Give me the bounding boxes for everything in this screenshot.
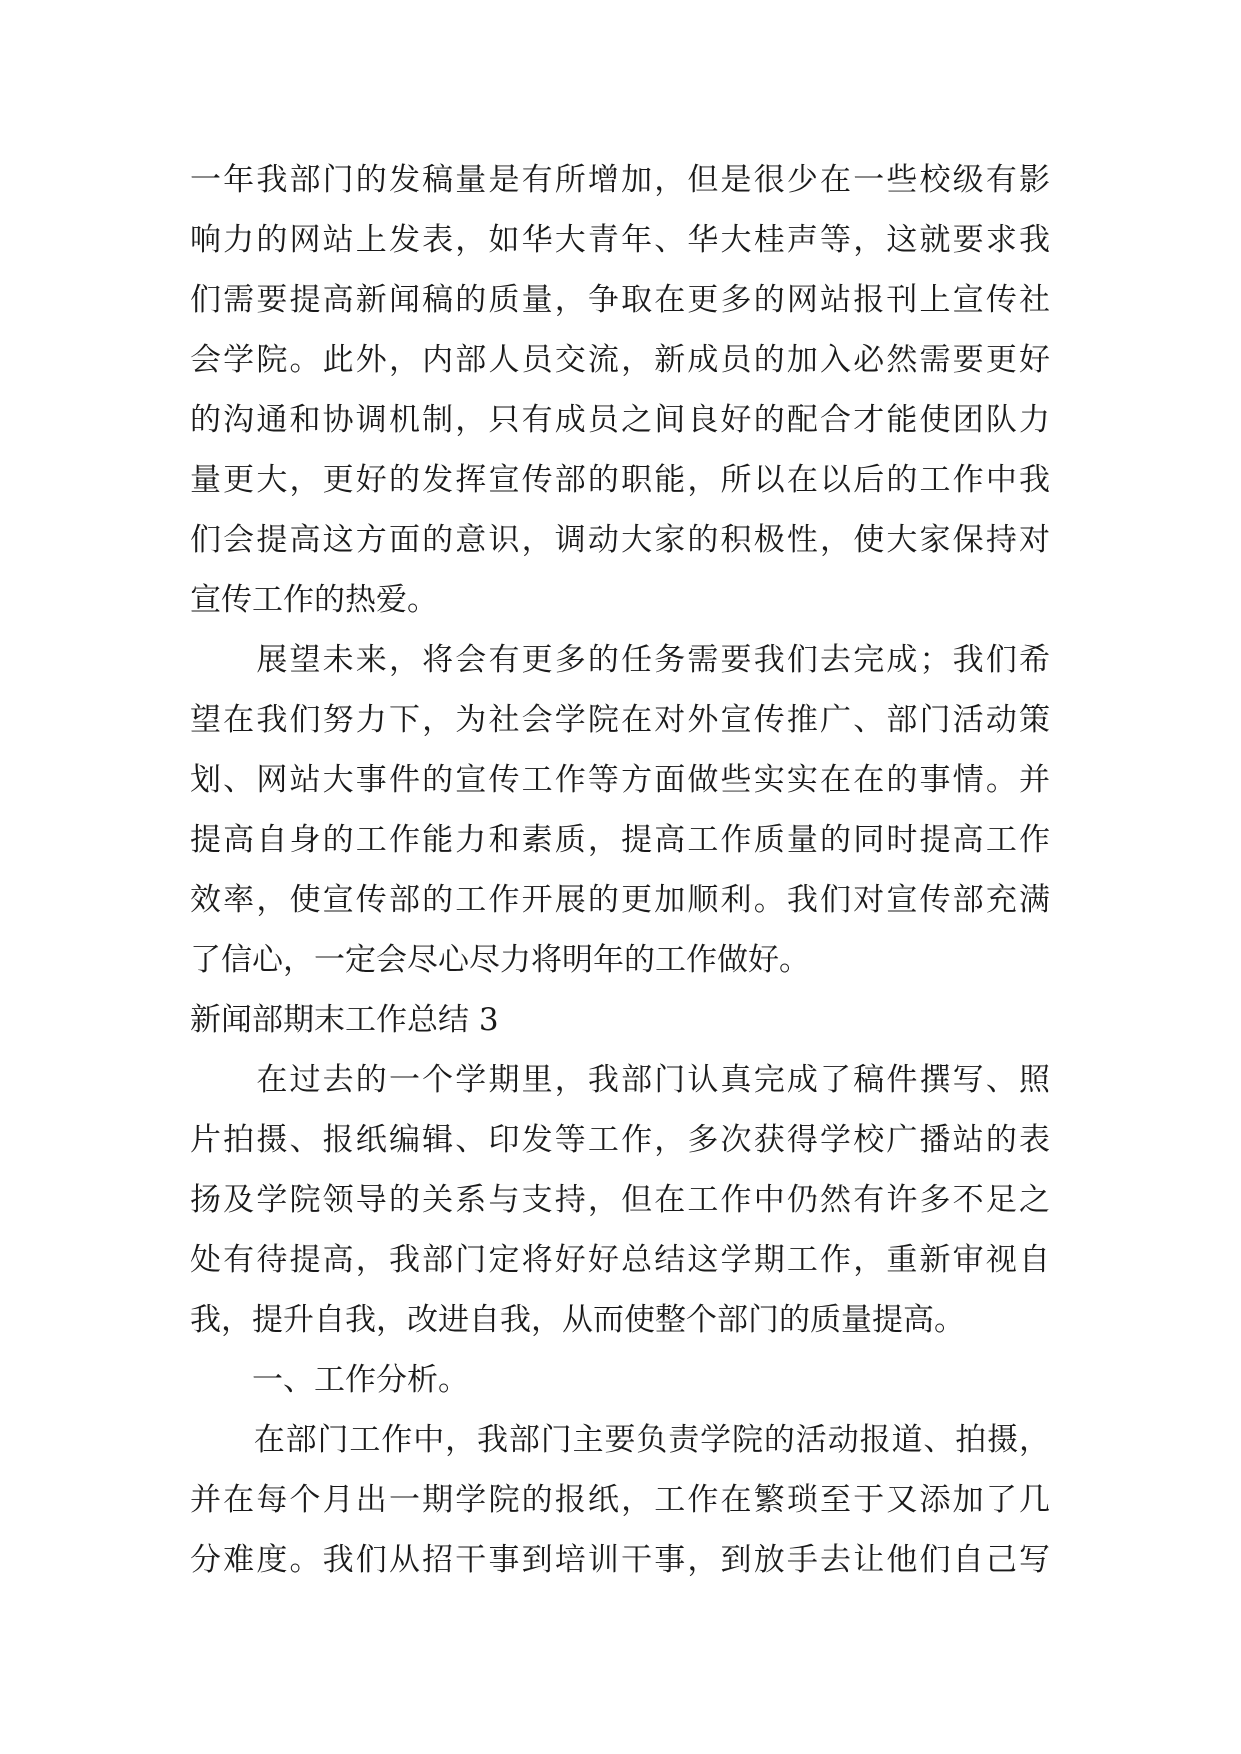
document-body <box>190 150 1050 1590</box>
heading-line: 新闻部期末工作总结 3 <box>190 1002 499 1038</box>
text-line: 在过去的一个学期里，我部门认真完成了稿件撰写、照 <box>190 1062 1050 1098</box>
text-line: 宣传工作的热爱。 <box>190 582 438 618</box>
paragraph-5 <box>190 1410 1050 1590</box>
paragraph-4 <box>190 1350 1050 1410</box>
text-line: 处有待提高，我部门定将好好总结这学期工作，重新审视自 <box>190 1242 1050 1278</box>
text-line: 们会提高这方面的意识，调动大家的积极性，使大家保持对 <box>190 522 1050 558</box>
text-line: 量更大，更好的发挥宣传部的职能，所以在以后的工作中我 <box>190 462 1050 498</box>
paragraph-1 <box>190 150 1050 630</box>
text-line: 了信心，一定会尽心尽力将明年的工作做好。 <box>190 942 810 978</box>
text-line: 在部门工作中，我部门主要负责学院的活动报道、拍摄， <box>190 1422 1050 1458</box>
text-line: 片拍摄、报纸编辑、印发等工作，多次获得学校广播站的表 <box>190 1122 1050 1158</box>
text-line: 扬及学院领导的关系与支持，但在工作中仍然有许多不足之 <box>190 1182 1050 1218</box>
text-line: 会学院。此外，内部人员交流，新成员的加入必然需要更好 <box>190 342 1050 378</box>
text-line: 效率，使宣传部的工作开展的更加顺利。我们对宣传部充满 <box>190 882 1050 918</box>
text-line: 一年我部门的发稿量是有所增加，但是很少在一些校级有影 <box>190 162 1050 198</box>
text-line: 的沟通和协调机制，只有成员之间良好的配合才能使团队力 <box>190 402 1050 438</box>
text-line: 分难度。我们从招干事到培训干事，到放手去让他们自己写 <box>190 1542 1050 1578</box>
text-line: 我，提升自我，改进自我，从而使整个部门的质量提高。 <box>190 1302 965 1338</box>
text-line: 一、工作分析。 <box>190 1362 469 1398</box>
text-line: 展望未来，将会有更多的任务需要我们去完成；我们希 <box>190 642 1050 678</box>
paragraph-2 <box>190 630 1050 990</box>
text-line: 并在每个月出一期学院的报纸，工作在繁琐至于又添加了几 <box>190 1482 1050 1518</box>
text-line: 们需要提高新闻稿的质量，争取在更多的网站报刊上宣传社 <box>190 282 1050 318</box>
text-line: 提高自身的工作能力和素质，提高工作质量的同时提高工作 <box>190 822 1050 858</box>
text-line: 响力的网站上发表，如华大青年、华大桂声等，这就要求我 <box>190 222 1050 258</box>
paragraph-3 <box>190 1050 1050 1350</box>
text-line: 划、网站大事件的宣传工作等方面做些实实在在的事情。并 <box>190 762 1050 798</box>
text-line: 望在我们努力下，为社会学院在对外宣传推广、部门活动策 <box>190 702 1050 738</box>
section-heading <box>190 990 1050 1050</box>
